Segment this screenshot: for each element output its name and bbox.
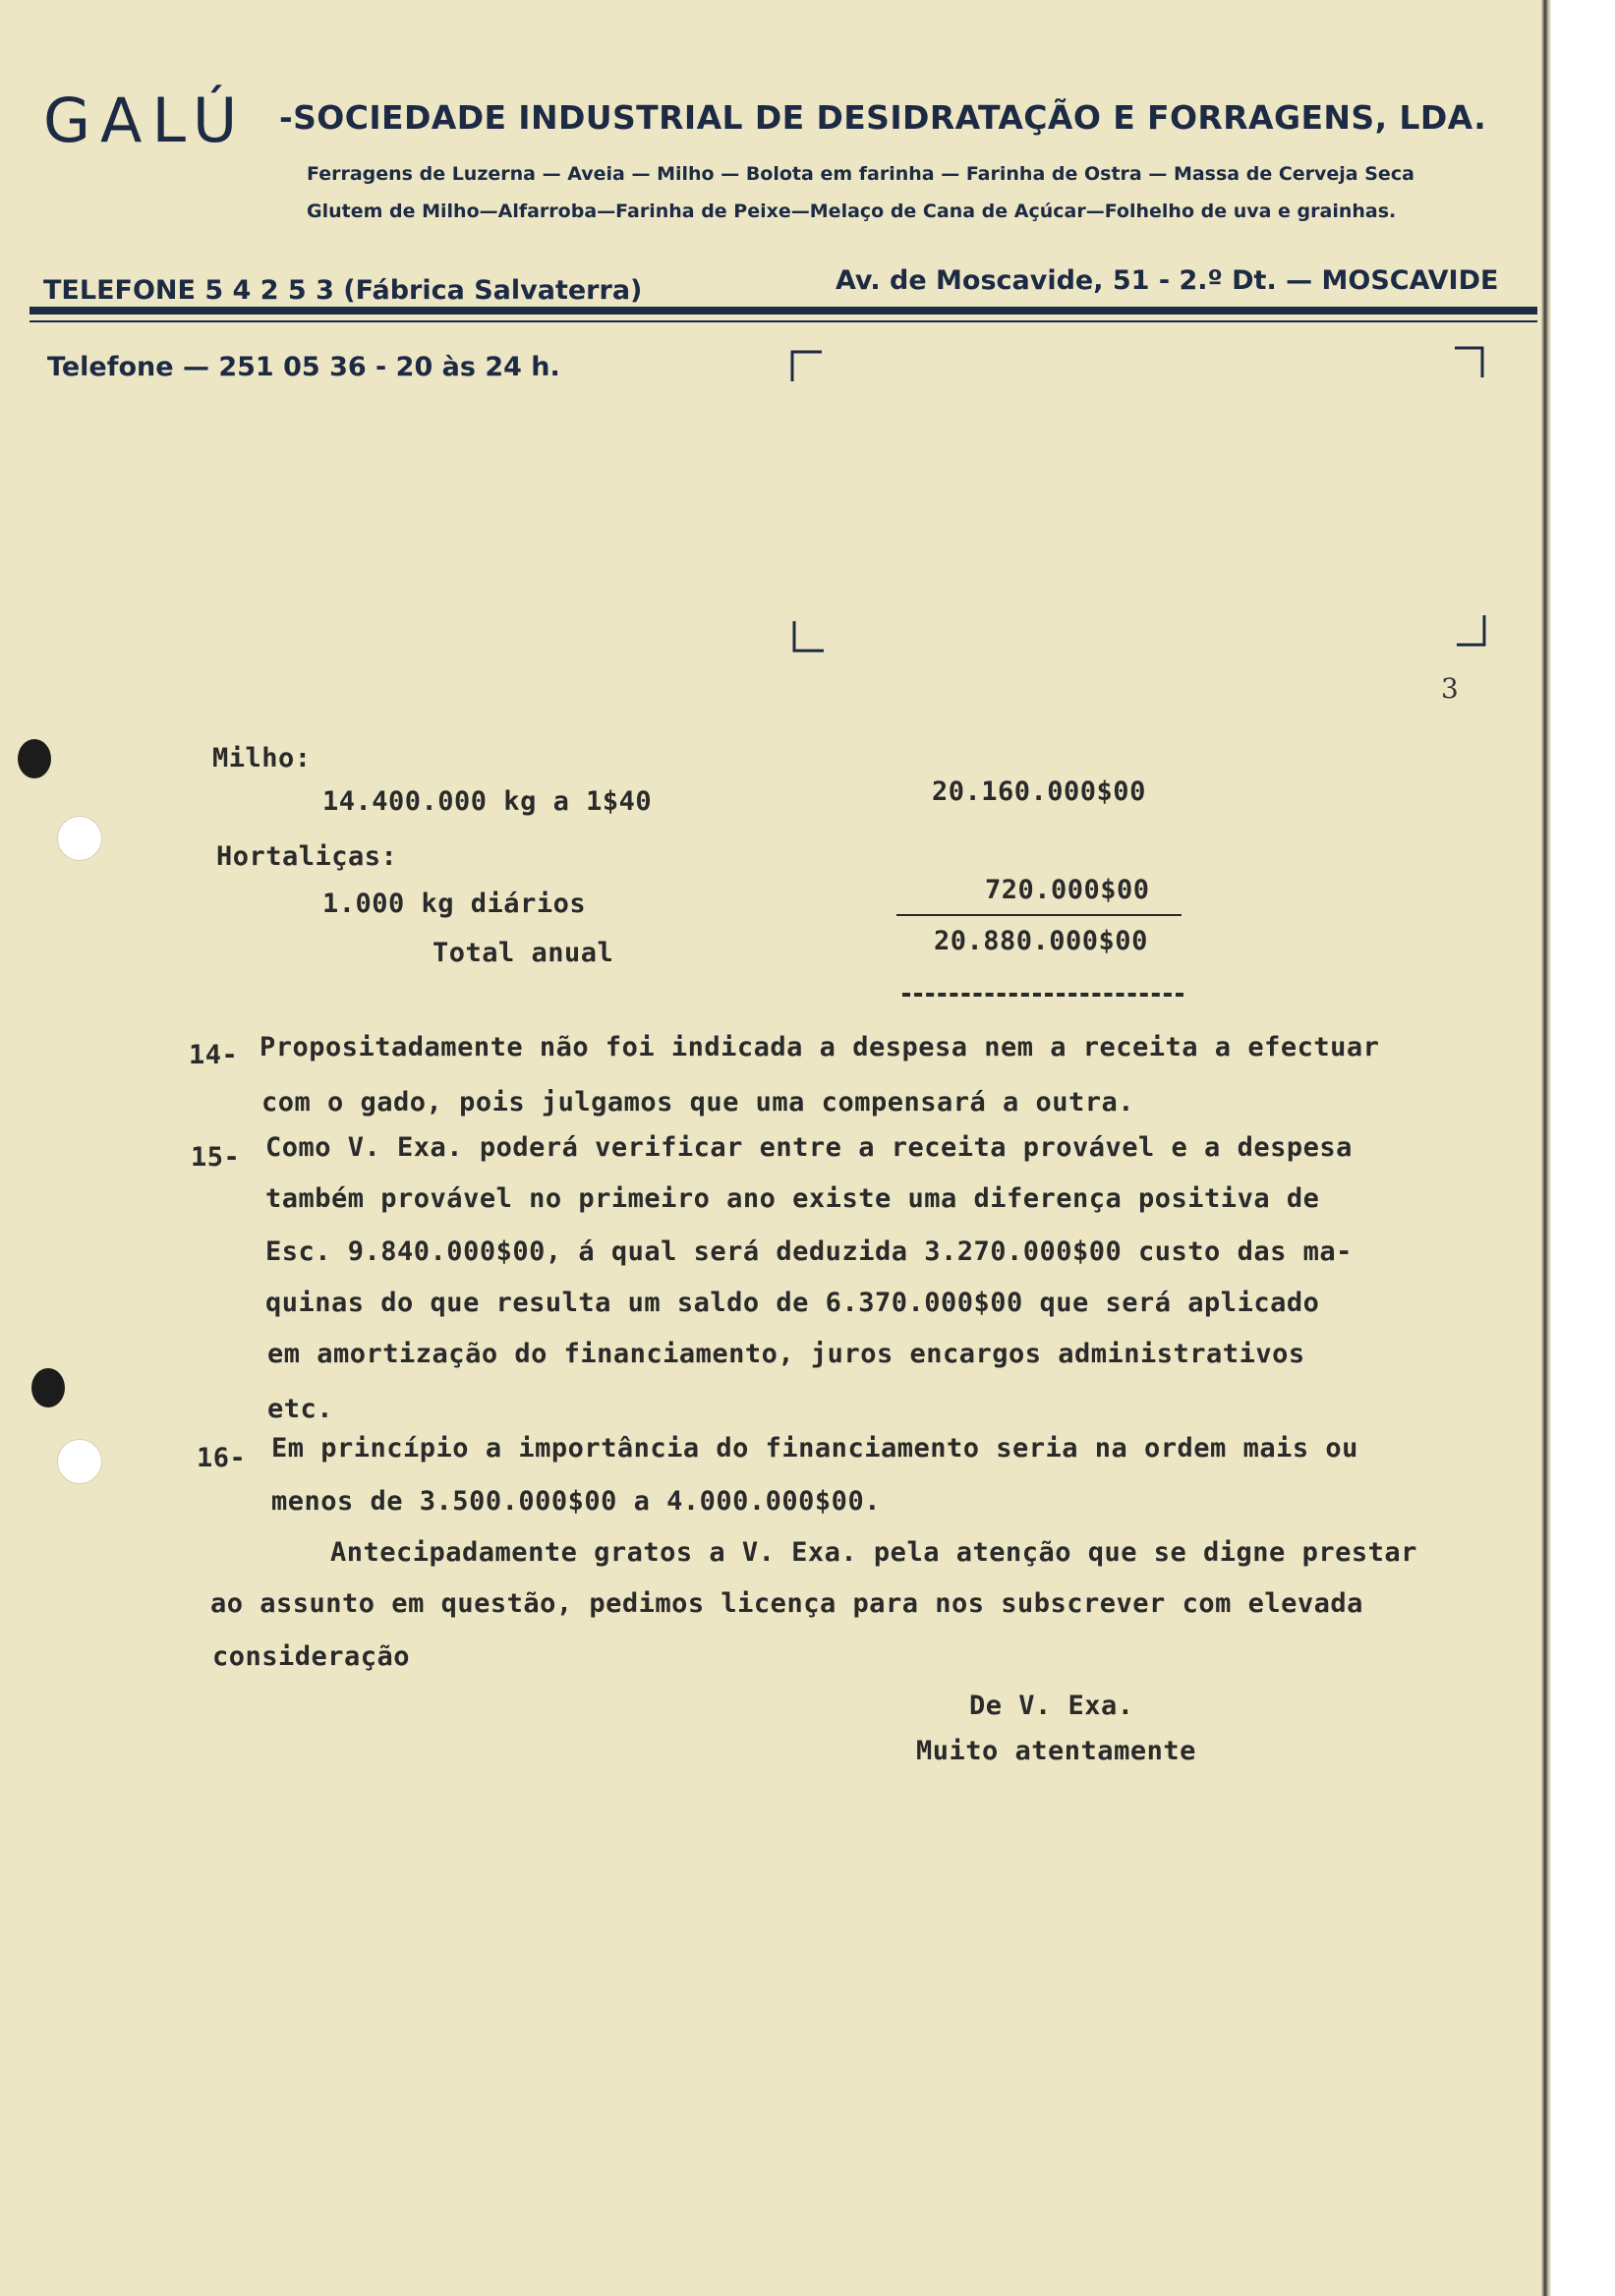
item-16-line: Em princípio a importância do financiamento seria na ordem mais ou <box>271 1433 1358 1464</box>
corner-mark-bottom-left <box>792 619 826 653</box>
corner-mark-top-left <box>790 350 824 383</box>
sum-underline <box>896 914 1182 916</box>
item-15-line: em amortização do financiamento, juros encargos administrativos <box>267 1339 1305 1369</box>
factory-phone: TELEFONE 5 4 2 5 3 (Fábrica Salvaterra) <box>43 275 643 306</box>
item-14-number: 14- <box>189 1040 239 1070</box>
corner-mark-bottom-right <box>1455 613 1488 647</box>
signoff-line: De V. Exa. <box>969 1691 1134 1721</box>
ink-blot <box>31 1368 65 1407</box>
corner-mark-top-right <box>1453 346 1486 379</box>
milho-quantity: 14.400.000 kg a 1$40 <box>322 786 653 817</box>
closing-line: Antecipadamente gratos a V. Exa. pela atenção que se digne prestar <box>330 1537 1417 1568</box>
item-15-line: etc. <box>267 1394 334 1424</box>
punch-hole-top <box>57 816 102 861</box>
products-line-2: Glutem de Milho—Alfarroba—Farinha de Peixe—Melaço de Cana de Açúcar—Folhelho de uva e grainhas. <box>307 201 1397 222</box>
paper-edge <box>1541 0 1551 2296</box>
item-15-line: quinas do que resulta um saldo de 6.370.000$00 que será aplicado <box>265 1288 1320 1318</box>
item-15-number: 15- <box>191 1142 241 1173</box>
hortalicas-value: 720.000$00 <box>985 875 1150 905</box>
item-14-line: com o gado, pois julgamos que uma compensará a outra. <box>261 1087 1135 1118</box>
item-15-line: também provável no primeiro ano existe uma diferença positiva de <box>265 1183 1320 1214</box>
ink-blot <box>18 739 51 778</box>
signoff-line: Muito atentamente <box>916 1736 1196 1766</box>
closing-line: consideração <box>212 1641 411 1672</box>
company-name: -SOCIEDADE INDUSTRIAL DE DESIDRATAÇÃO E FORRAGENS, LDA. <box>279 98 1487 137</box>
milho-value: 20.160.000$00 <box>932 776 1146 807</box>
letterhead-rule-thin <box>29 320 1537 322</box>
item-14-line: Propositadamente não foi indicada a despesa nem a receita a efectuar <box>260 1032 1380 1062</box>
total-value: 20.880.000$00 <box>934 926 1148 956</box>
item-15-line: Como V. Exa. poderá verificar entre a receita provável e a despesa <box>265 1132 1353 1163</box>
section-hortalicas-label: Hortaliças: <box>216 841 398 872</box>
letterhead-rule <box>29 307 1537 315</box>
item-16-number: 16- <box>197 1443 247 1473</box>
item-15-line: Esc. 9.840.000$00, á qual será deduzida 3.270.000$00 custo das ma- <box>265 1236 1353 1267</box>
office-phone: Telefone — 251 05 36 - 20 às 24 h. <box>47 352 560 382</box>
total-label: Total anual <box>433 938 614 968</box>
brand-logo: GALÚ <box>43 85 248 156</box>
punch-hole-bottom <box>57 1439 102 1484</box>
section-milho-label: Milho: <box>212 743 312 774</box>
closing-line: ao assunto em questão, pedimos licença para nos subscrever com elevada <box>210 1588 1363 1619</box>
item-16-line: menos de 3.500.000$00 a 4.000.000$00. <box>271 1486 881 1517</box>
products-line-1: Ferragens de Luzerna — Aveia — Milho — Bolota em farinha — Farinha de Ostra — Massa de Cerveja Seca <box>307 163 1414 185</box>
hortalicas-quantity: 1.000 kg diários <box>322 889 587 919</box>
page-number: 3 <box>1441 672 1459 705</box>
company-address: Av. de Moscavide, 51 - 2.º Dt. — MOSCAVIDE <box>836 265 1499 296</box>
total-double-rule <box>902 993 1183 997</box>
